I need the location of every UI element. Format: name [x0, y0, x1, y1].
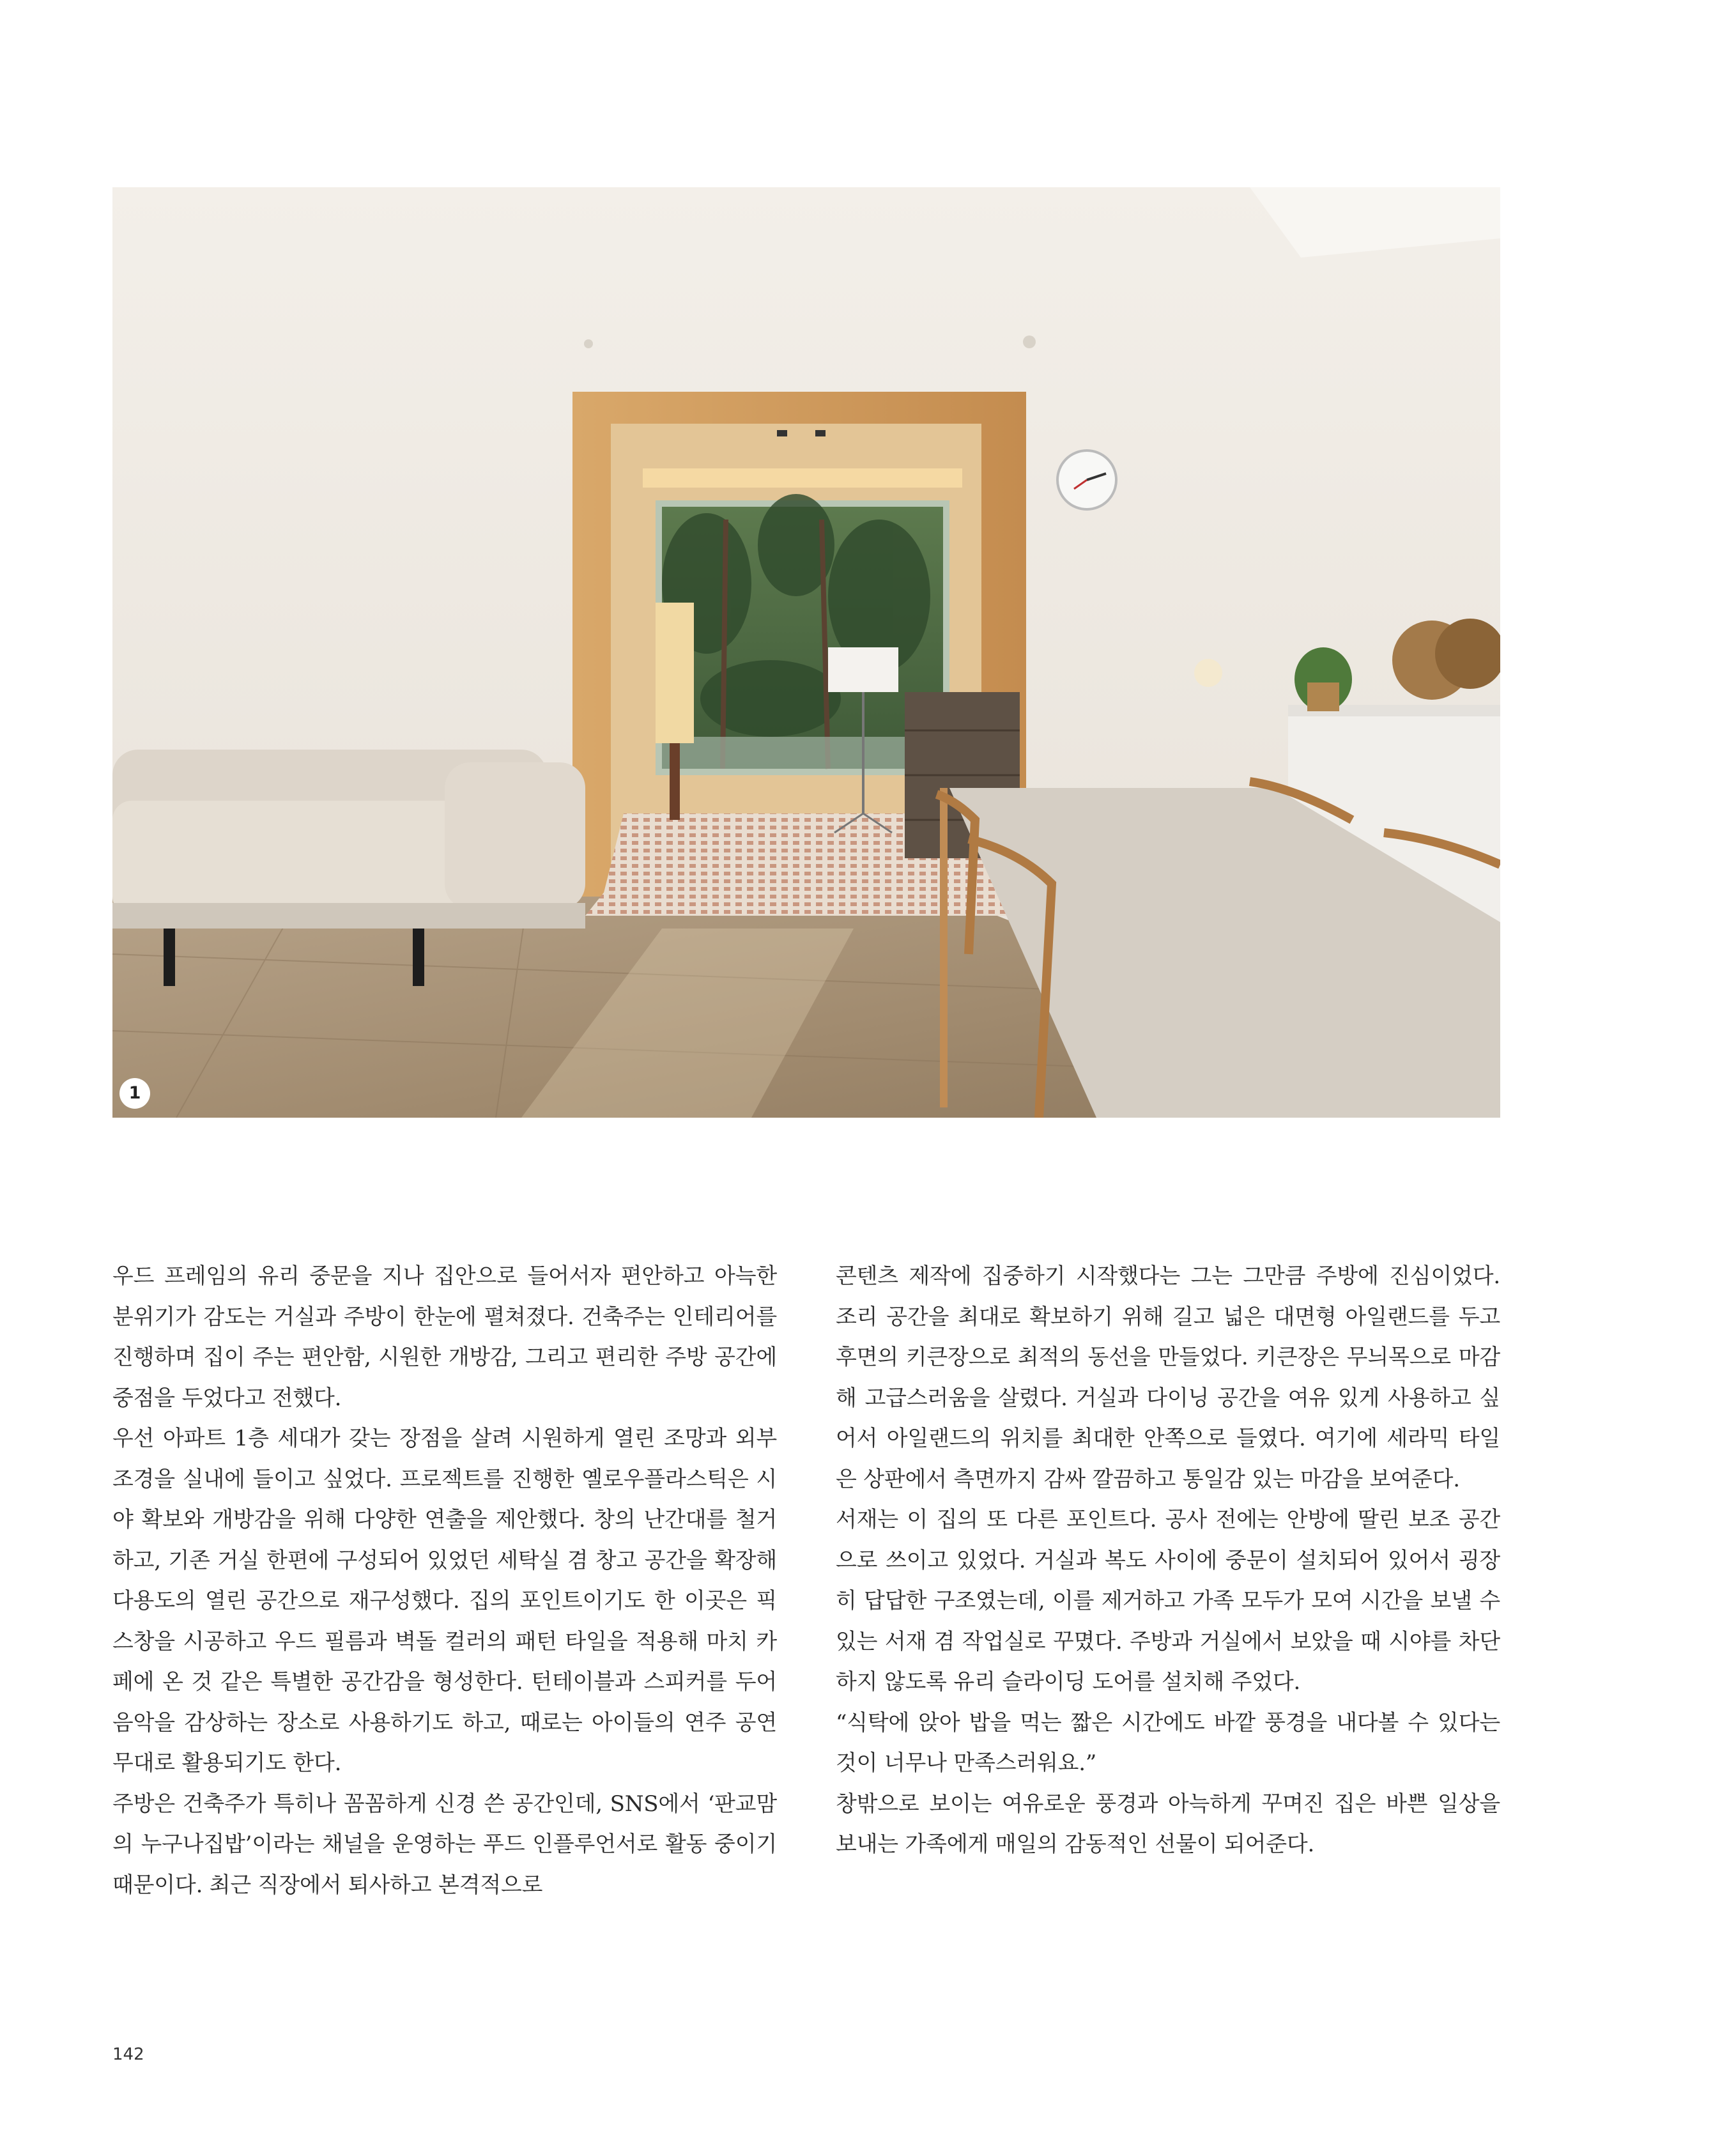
article-paragraph: 콘텐츠 제작에 집중하기 시작했다는 그는 그만큼 주방에 진심이었다. 조리 공간을 최대로 확보하기 위해 길고 넓은 대면형 아일랜드를 두고 후면의 키큰장으로 최적의 동선을 만들었다. 키큰장은 무늬목으로 마감해 고급스러움을 살렸다. 거실과 다이닝 공간을 여유 있게 사용하고 싶어서 아일랜드의 위치를 최대한 안쪽으로 들였다. 여기에 세라믹 타일은 상판에서 측면까지 감싸 깔끔하고 통일감 있는 마감을 보여준다. [836, 1263, 1500, 1492]
interior-photo [112, 187, 1500, 1118]
article-right-column [836, 1256, 1500, 1865]
article-paragraph: 서재는 이 집의 또 다른 포인트다. 공사 전에는 안방에 딸린 보조 공간으로 쓰이고 있었다. 거실과 복도 사이에 중문이 설치되어 있어서 굉장히 답답한 구조였는데, 이를 제거하고 가족 모두가 모여 시간을 보낼 수 있는 서재 겸 작업실로 꾸몄다. 주방과 거실에서 보았을 때 시야를 차단하지 않도록 유리 슬라이딩 도어를 설치해 주었다. [836, 1507, 1500, 1695]
wall-clock-icon [1057, 451, 1116, 509]
article-paragraph: 창밖으로 보이는 여유로운 풍경과 아늑하게 꾸며진 집은 바쁜 일상을 보내는 가족에게 매일의 감동적인 선물이 되어준다. [836, 1791, 1500, 1857]
living-room-illustration [112, 187, 1500, 1118]
article-paragraph: 주방은 건축주가 특히나 꼼꼼하게 신경 쓴 공간인데, SNS에서 ‘판교맘의 누구나집밥’이라는 채널을 운영하는 푸드 인플루언서로 활동 중이기 때문이다. 최근 직장에서 퇴사하고 본격적으로 [112, 1791, 777, 1898]
article-quote: “식탁에 앉아 밥을 먹는 짧은 시간에도 바깥 풍경을 내다볼 수 있다는 것이 너무나 만족스러워요.” [836, 1709, 1500, 1776]
article-paragraph: 우드 프레임의 유리 중문을 지나 집안으로 들어서자 편안하고 아늑한 분위기가 감도는 거실과 주방이 한눈에 펼쳐졌다. 건축주는 인테리어를 진행하며 집이 주는 편안함, 시원한 개방감, 그리고 편리한 주방 공간에 중점을 두었다고 전했다. [112, 1263, 777, 1411]
article-paragraph: 우선 아파트 1층 세대가 갖는 장점을 살려 시원하게 열린 조망과 외부 조경을 실내에 들이고 싶었다. 프로젝트를 진행한 옐로우플라스틱은 시야 확보와 개방감을 위해 다양한 연출을 제안했다. 창의 난간대를 철거하고, 기존 거실 한편에 구성되어 있었던 세탁실 겸 창고 공간을 확장해 다용도의 열린 공간으로 재구성했다. 집의 포인트이기도 한 이곳은 픽스창을 시공하고 우드 필름과 벽돌 컬러의 패턴 타일을 적용해 마치 카페에 온 것 같은 특별한 공간감을 형성한다. 턴테이블과 스피커를 두어 음악을 감상하는 장소로 사용하기도 하고, 때로는 아이들의 연주 공연 무대로 활용되기도 한다. [112, 1426, 777, 1776]
page-number: 142 [112, 2045, 144, 2064]
photo-number-badge: 1 [119, 1078, 150, 1109]
article-left-column [112, 1256, 777, 1906]
